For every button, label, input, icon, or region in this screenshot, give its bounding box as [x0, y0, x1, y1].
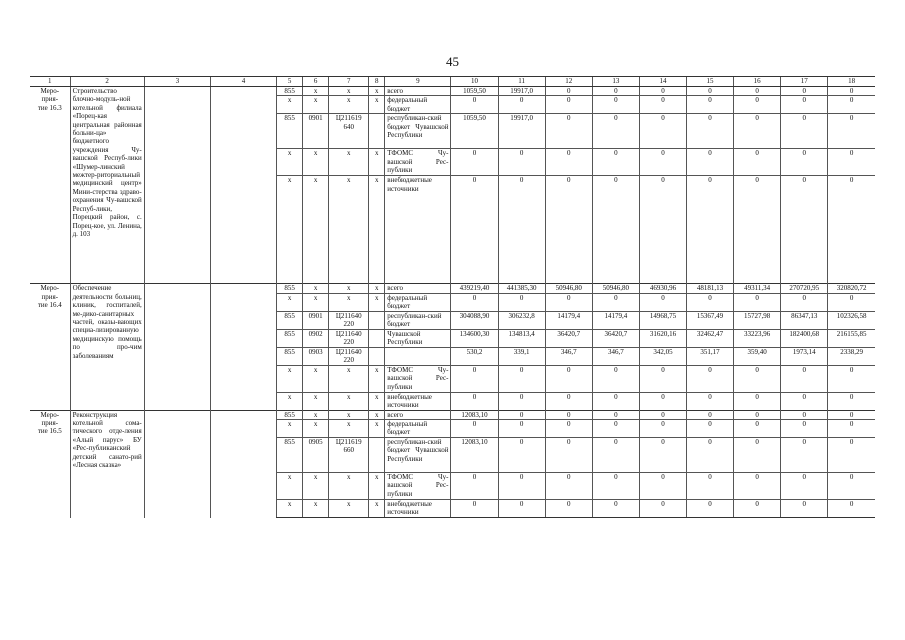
value-cell: 14179,4 — [592, 311, 639, 329]
funding-source: всего — [385, 284, 451, 293]
value-cell: 0 — [545, 176, 592, 284]
value-cell: 2338,29 — [828, 347, 875, 365]
code-target: х — [329, 87, 369, 96]
code-grbs: х — [277, 293, 303, 311]
measure-id: Меро- прия- тие 16.4 — [30, 284, 70, 410]
value-cell: 0 — [828, 149, 875, 176]
value-cell: 0 — [639, 149, 686, 176]
value-cell: 0 — [828, 114, 875, 149]
value-cell: 216155,85 — [828, 329, 875, 347]
value-cell: 0 — [451, 500, 498, 518]
value-cell: 0 — [781, 149, 828, 176]
page-number: 45 — [446, 54, 459, 69]
value-cell: 0 — [498, 176, 545, 284]
code-grbs: х — [277, 500, 303, 518]
value-cell: 0 — [592, 149, 639, 176]
column-number: 5 — [277, 77, 303, 87]
funding-source: республикан-ский бюджет Чувашской Республики — [385, 438, 451, 473]
code-target: х — [329, 284, 369, 293]
code-grbs: х — [277, 473, 303, 500]
value-cell: 0 — [734, 87, 781, 96]
value-cell: 14968,75 — [639, 311, 686, 329]
code-target: х — [329, 293, 369, 311]
code-grbs: 855 — [277, 329, 303, 347]
column-number: 7 — [329, 77, 369, 87]
column-number: 14 — [639, 77, 686, 87]
code-section: х — [303, 96, 329, 114]
code-target: х — [329, 473, 369, 500]
value-cell: 0 — [498, 96, 545, 114]
code-section: х — [303, 500, 329, 518]
value-cell: 0 — [451, 473, 498, 500]
value-cell: 0 — [451, 176, 498, 284]
value-cell: 32462,47 — [687, 329, 734, 347]
code-target: х — [329, 365, 369, 392]
value-cell: 339,1 — [498, 347, 545, 365]
value-cell: 0 — [687, 176, 734, 284]
funding-source: республикан-ский бюджет — [385, 311, 451, 329]
code-section: х — [303, 87, 329, 96]
funding-source: федеральный бюджет — [385, 293, 451, 311]
value-cell: 0 — [781, 96, 828, 114]
funding-source: ТФОМС Чу-вашской Рес-публики — [385, 473, 451, 500]
value-cell: 0 — [545, 96, 592, 114]
value-cell: 0 — [451, 149, 498, 176]
code-section: 0903 — [303, 347, 329, 365]
funding-source: внебюджетные источники — [385, 500, 451, 518]
value-cell: 12083,10 — [451, 410, 498, 419]
value-cell: 0 — [451, 420, 498, 438]
value-cell: 0 — [545, 410, 592, 419]
column-4-cell — [210, 87, 276, 284]
code-type — [369, 311, 385, 329]
value-cell: 36420,7 — [545, 329, 592, 347]
value-cell: 0 — [545, 473, 592, 500]
code-grbs: х — [277, 392, 303, 410]
value-cell: 0 — [639, 293, 686, 311]
value-cell: 0 — [498, 293, 545, 311]
code-section: 0901 — [303, 311, 329, 329]
value-cell: 0 — [592, 420, 639, 438]
code-target: Ц211619 660 — [329, 438, 369, 473]
code-type: х — [369, 420, 385, 438]
column-number: 13 — [592, 77, 639, 87]
value-cell: 0 — [592, 87, 639, 96]
value-cell: 0 — [828, 176, 875, 284]
value-cell: 134600,30 — [451, 329, 498, 347]
column-number-row — [30, 77, 875, 87]
value-cell: 0 — [545, 392, 592, 410]
value-cell: 342,05 — [639, 347, 686, 365]
code-grbs: х — [277, 96, 303, 114]
value-cell: 0 — [828, 438, 875, 473]
column-number: 6 — [303, 77, 329, 87]
value-cell: 0 — [687, 293, 734, 311]
value-cell: 0 — [687, 365, 734, 392]
value-cell: 0 — [498, 410, 545, 419]
column-number: 3 — [144, 77, 210, 87]
funding-source: всего — [385, 410, 451, 419]
budget-table — [30, 76, 875, 518]
code-target: х — [329, 500, 369, 518]
value-cell: 15727,98 — [734, 311, 781, 329]
value-cell: 0 — [498, 392, 545, 410]
code-target: Ц211640 220 — [329, 329, 369, 347]
funding-source: всего — [385, 87, 451, 96]
value-cell: 0 — [545, 114, 592, 149]
code-section: х — [303, 176, 329, 284]
value-cell: 304088,90 — [451, 311, 498, 329]
value-cell: 0 — [592, 473, 639, 500]
value-cell: 0 — [545, 420, 592, 438]
value-cell: 0 — [639, 176, 686, 284]
code-grbs: х — [277, 420, 303, 438]
code-type: х — [369, 96, 385, 114]
table-body — [30, 87, 875, 518]
code-type — [369, 329, 385, 347]
value-cell: 270720,95 — [781, 284, 828, 293]
value-cell: 441385,30 — [498, 284, 545, 293]
code-target: х — [329, 149, 369, 176]
value-cell: 0 — [545, 500, 592, 518]
value-cell: 50946,80 — [545, 284, 592, 293]
column-number: 16 — [734, 77, 781, 87]
value-cell: 0 — [828, 420, 875, 438]
code-section: х — [303, 473, 329, 500]
value-cell: 0 — [592, 438, 639, 473]
value-cell: 0 — [734, 365, 781, 392]
value-cell: 0 — [781, 87, 828, 96]
value-cell: 0 — [592, 500, 639, 518]
value-cell: 46930,96 — [639, 284, 686, 293]
value-cell: 0 — [545, 365, 592, 392]
code-grbs: 855 — [277, 311, 303, 329]
value-cell: 0 — [734, 96, 781, 114]
measure-name: Реконструкция котельной сома-тического отде-ления «Алый парус» БУ «Рес-публиканский детский санато-рий «Лесная сказка» — [70, 410, 144, 517]
value-cell: 0 — [451, 365, 498, 392]
code-section: х — [303, 149, 329, 176]
column-number: 2 — [70, 77, 144, 87]
code-section: 0901 — [303, 114, 329, 149]
code-target: х — [329, 176, 369, 284]
value-cell: 0 — [781, 500, 828, 518]
code-target: Ц211640 220 — [329, 311, 369, 329]
value-cell: 31620,16 — [639, 329, 686, 347]
value-cell: 48181,13 — [687, 284, 734, 293]
value-cell: 0 — [734, 410, 781, 419]
value-cell: 0 — [592, 96, 639, 114]
column-3-cell — [144, 410, 210, 517]
funding-source: федеральный бюджет — [385, 420, 451, 438]
value-cell: 0 — [639, 500, 686, 518]
value-cell: 14179,4 — [545, 311, 592, 329]
code-section: х — [303, 392, 329, 410]
code-type — [369, 114, 385, 149]
value-cell: 0 — [781, 293, 828, 311]
value-cell: 346,7 — [545, 347, 592, 365]
value-cell: 1059,50 — [451, 114, 498, 149]
value-cell: 0 — [687, 420, 734, 438]
value-cell: 0 — [687, 96, 734, 114]
funding-source: Чувашской Республики — [385, 329, 451, 347]
code-type: х — [369, 500, 385, 518]
code-type: х — [369, 284, 385, 293]
value-cell: 0 — [687, 438, 734, 473]
funding-source: внебюджетные источники — [385, 176, 451, 284]
value-cell: 0 — [687, 149, 734, 176]
column-number: 4 — [210, 77, 276, 87]
funding-source: ТФОМС Чу-вашской Рес-публики — [385, 365, 451, 392]
table-row — [30, 284, 875, 293]
value-cell: 182400,68 — [781, 329, 828, 347]
value-cell: 0 — [734, 500, 781, 518]
value-cell: 0 — [781, 392, 828, 410]
value-cell: 0 — [828, 473, 875, 500]
value-cell: 0 — [781, 114, 828, 149]
value-cell: 12083,10 — [451, 438, 498, 473]
code-target: х — [329, 392, 369, 410]
value-cell: 530,2 — [451, 347, 498, 365]
code-type: х — [369, 293, 385, 311]
measure-id: Меро- прия- тие 16.5 — [30, 410, 70, 517]
value-cell: 19917,0 — [498, 87, 545, 96]
funding-source: федеральный бюджет — [385, 96, 451, 114]
column-4-cell — [210, 284, 276, 410]
value-cell: 0 — [451, 293, 498, 311]
column-number: 18 — [828, 77, 875, 87]
code-section: 0902 — [303, 329, 329, 347]
value-cell: 0 — [828, 293, 875, 311]
value-cell: 0 — [734, 114, 781, 149]
value-cell: 0 — [781, 473, 828, 500]
value-cell: 0 — [781, 438, 828, 473]
value-cell: 0 — [734, 392, 781, 410]
value-cell: 0 — [828, 500, 875, 518]
value-cell: 0 — [592, 176, 639, 284]
column-number: 12 — [545, 77, 592, 87]
code-target: х — [329, 420, 369, 438]
code-grbs: 855 — [277, 87, 303, 96]
value-cell: 0 — [828, 392, 875, 410]
code-section: х — [303, 410, 329, 419]
code-section: х — [303, 293, 329, 311]
value-cell: 0 — [592, 293, 639, 311]
code-target: х — [329, 96, 369, 114]
value-cell: 0 — [592, 392, 639, 410]
measure-id: Меро- прия- тие 16.3 — [30, 87, 70, 284]
code-type: х — [369, 473, 385, 500]
value-cell: 320820,72 — [828, 284, 875, 293]
value-cell: 0 — [734, 293, 781, 311]
value-cell: 0 — [828, 87, 875, 96]
value-cell: 0 — [498, 438, 545, 473]
column-number: 11 — [498, 77, 545, 87]
value-cell: 33223,96 — [734, 329, 781, 347]
code-grbs: х — [277, 365, 303, 392]
value-cell: 1973,14 — [781, 347, 828, 365]
code-target: х — [329, 410, 369, 419]
funding-source: республикан-ский бюджет Чувашской Республики — [385, 114, 451, 149]
value-cell: 0 — [734, 473, 781, 500]
value-cell: 0 — [639, 365, 686, 392]
value-cell: 0 — [498, 500, 545, 518]
value-cell: 0 — [639, 420, 686, 438]
code-section: х — [303, 420, 329, 438]
value-cell: 0 — [687, 87, 734, 96]
value-cell: 0 — [687, 392, 734, 410]
funding-source: ТФОМС Чу-вашской Рес-публики — [385, 149, 451, 176]
value-cell: 0 — [687, 473, 734, 500]
value-cell: 0 — [545, 438, 592, 473]
measure-name: Строительство блочно-модуль-ной котельной филиала «Порец-кая центральная районная больни-ца» бюджетного учреждения Чу-вашской Респуб-лики «Шумер-линский межтер-риториальный медицинский центр» Мини-стерства здраво-охранения Чу-вашской Респуб-лики, Порецкий район, с. Порец-кое, ул. Ленина, д. 103 — [70, 87, 144, 284]
value-cell: 0 — [781, 420, 828, 438]
value-cell: 0 — [734, 176, 781, 284]
value-cell: 0 — [639, 96, 686, 114]
value-cell: 0 — [639, 87, 686, 96]
code-type: х — [369, 392, 385, 410]
value-cell: 439219,40 — [451, 284, 498, 293]
funding-source: внебюджетные источники — [385, 392, 451, 410]
column-3-cell — [144, 284, 210, 410]
value-cell: 0 — [734, 438, 781, 473]
code-type: х — [369, 176, 385, 284]
value-cell: 0 — [687, 500, 734, 518]
value-cell: 0 — [734, 420, 781, 438]
value-cell: 0 — [687, 114, 734, 149]
value-cell: 0 — [639, 114, 686, 149]
value-cell: 0 — [545, 293, 592, 311]
value-cell: 0 — [639, 392, 686, 410]
value-cell: 0 — [498, 473, 545, 500]
value-cell: 0 — [498, 149, 545, 176]
value-cell: 0 — [828, 410, 875, 419]
column-number: 10 — [451, 77, 498, 87]
value-cell: 0 — [451, 96, 498, 114]
code-grbs: х — [277, 176, 303, 284]
value-cell: 134813,4 — [498, 329, 545, 347]
value-cell: 0 — [639, 473, 686, 500]
value-cell: 1059,50 — [451, 87, 498, 96]
value-cell: 351,17 — [687, 347, 734, 365]
column-number: 17 — [781, 77, 828, 87]
column-number: 8 — [369, 77, 385, 87]
value-cell: 0 — [498, 365, 545, 392]
code-target: Ц211619 640 — [329, 114, 369, 149]
value-cell: 19917,0 — [498, 114, 545, 149]
code-type: х — [369, 410, 385, 419]
value-cell: 0 — [781, 410, 828, 419]
funding-source — [385, 347, 451, 365]
code-type — [369, 347, 385, 365]
code-grbs: 855 — [277, 410, 303, 419]
value-cell: 0 — [592, 365, 639, 392]
value-cell: 0 — [828, 96, 875, 114]
value-cell: 0 — [781, 176, 828, 284]
value-cell: 102326,58 — [828, 311, 875, 329]
code-target: Ц211640 220 — [329, 347, 369, 365]
value-cell: 49311,34 — [734, 284, 781, 293]
code-grbs: 855 — [277, 347, 303, 365]
column-3-cell — [144, 87, 210, 284]
column-number: 9 — [385, 77, 451, 87]
code-type: х — [369, 365, 385, 392]
value-cell: 0 — [687, 410, 734, 419]
column-4-cell — [210, 410, 276, 517]
code-grbs: х — [277, 149, 303, 176]
value-cell: 0 — [592, 410, 639, 419]
value-cell: 86347,13 — [781, 311, 828, 329]
value-cell: 346,7 — [592, 347, 639, 365]
value-cell: 36420,7 — [592, 329, 639, 347]
table-row — [30, 410, 875, 419]
value-cell: 0 — [781, 365, 828, 392]
value-cell: 15367,49 — [687, 311, 734, 329]
column-number: 15 — [687, 77, 734, 87]
value-cell: 0 — [639, 438, 686, 473]
code-section: 0905 — [303, 438, 329, 473]
code-type: х — [369, 87, 385, 96]
value-cell: 0 — [639, 410, 686, 419]
value-cell: 0 — [451, 392, 498, 410]
value-cell: 0 — [498, 420, 545, 438]
value-cell: 0 — [592, 114, 639, 149]
value-cell: 306232,8 — [498, 311, 545, 329]
code-type: х — [369, 149, 385, 176]
code-grbs: 855 — [277, 114, 303, 149]
value-cell: 359,40 — [734, 347, 781, 365]
code-section: х — [303, 365, 329, 392]
code-section: х — [303, 284, 329, 293]
value-cell: 0 — [545, 149, 592, 176]
measure-name: Обеспечение деятельности больниц, клиник, госпиталей, ме-дико-санитарных частей, оказы-вающих специа-лизированную медицинскую помощь по про-чим заболеваниям — [70, 284, 144, 410]
value-cell: 0 — [734, 149, 781, 176]
code-type — [369, 438, 385, 473]
value-cell: 50946,80 — [592, 284, 639, 293]
value-cell: 0 — [828, 365, 875, 392]
value-cell: 0 — [545, 87, 592, 96]
code-grbs: 855 — [277, 438, 303, 473]
table-row — [30, 87, 875, 96]
code-grbs: 855 — [277, 284, 303, 293]
column-number: 1 — [30, 77, 70, 87]
